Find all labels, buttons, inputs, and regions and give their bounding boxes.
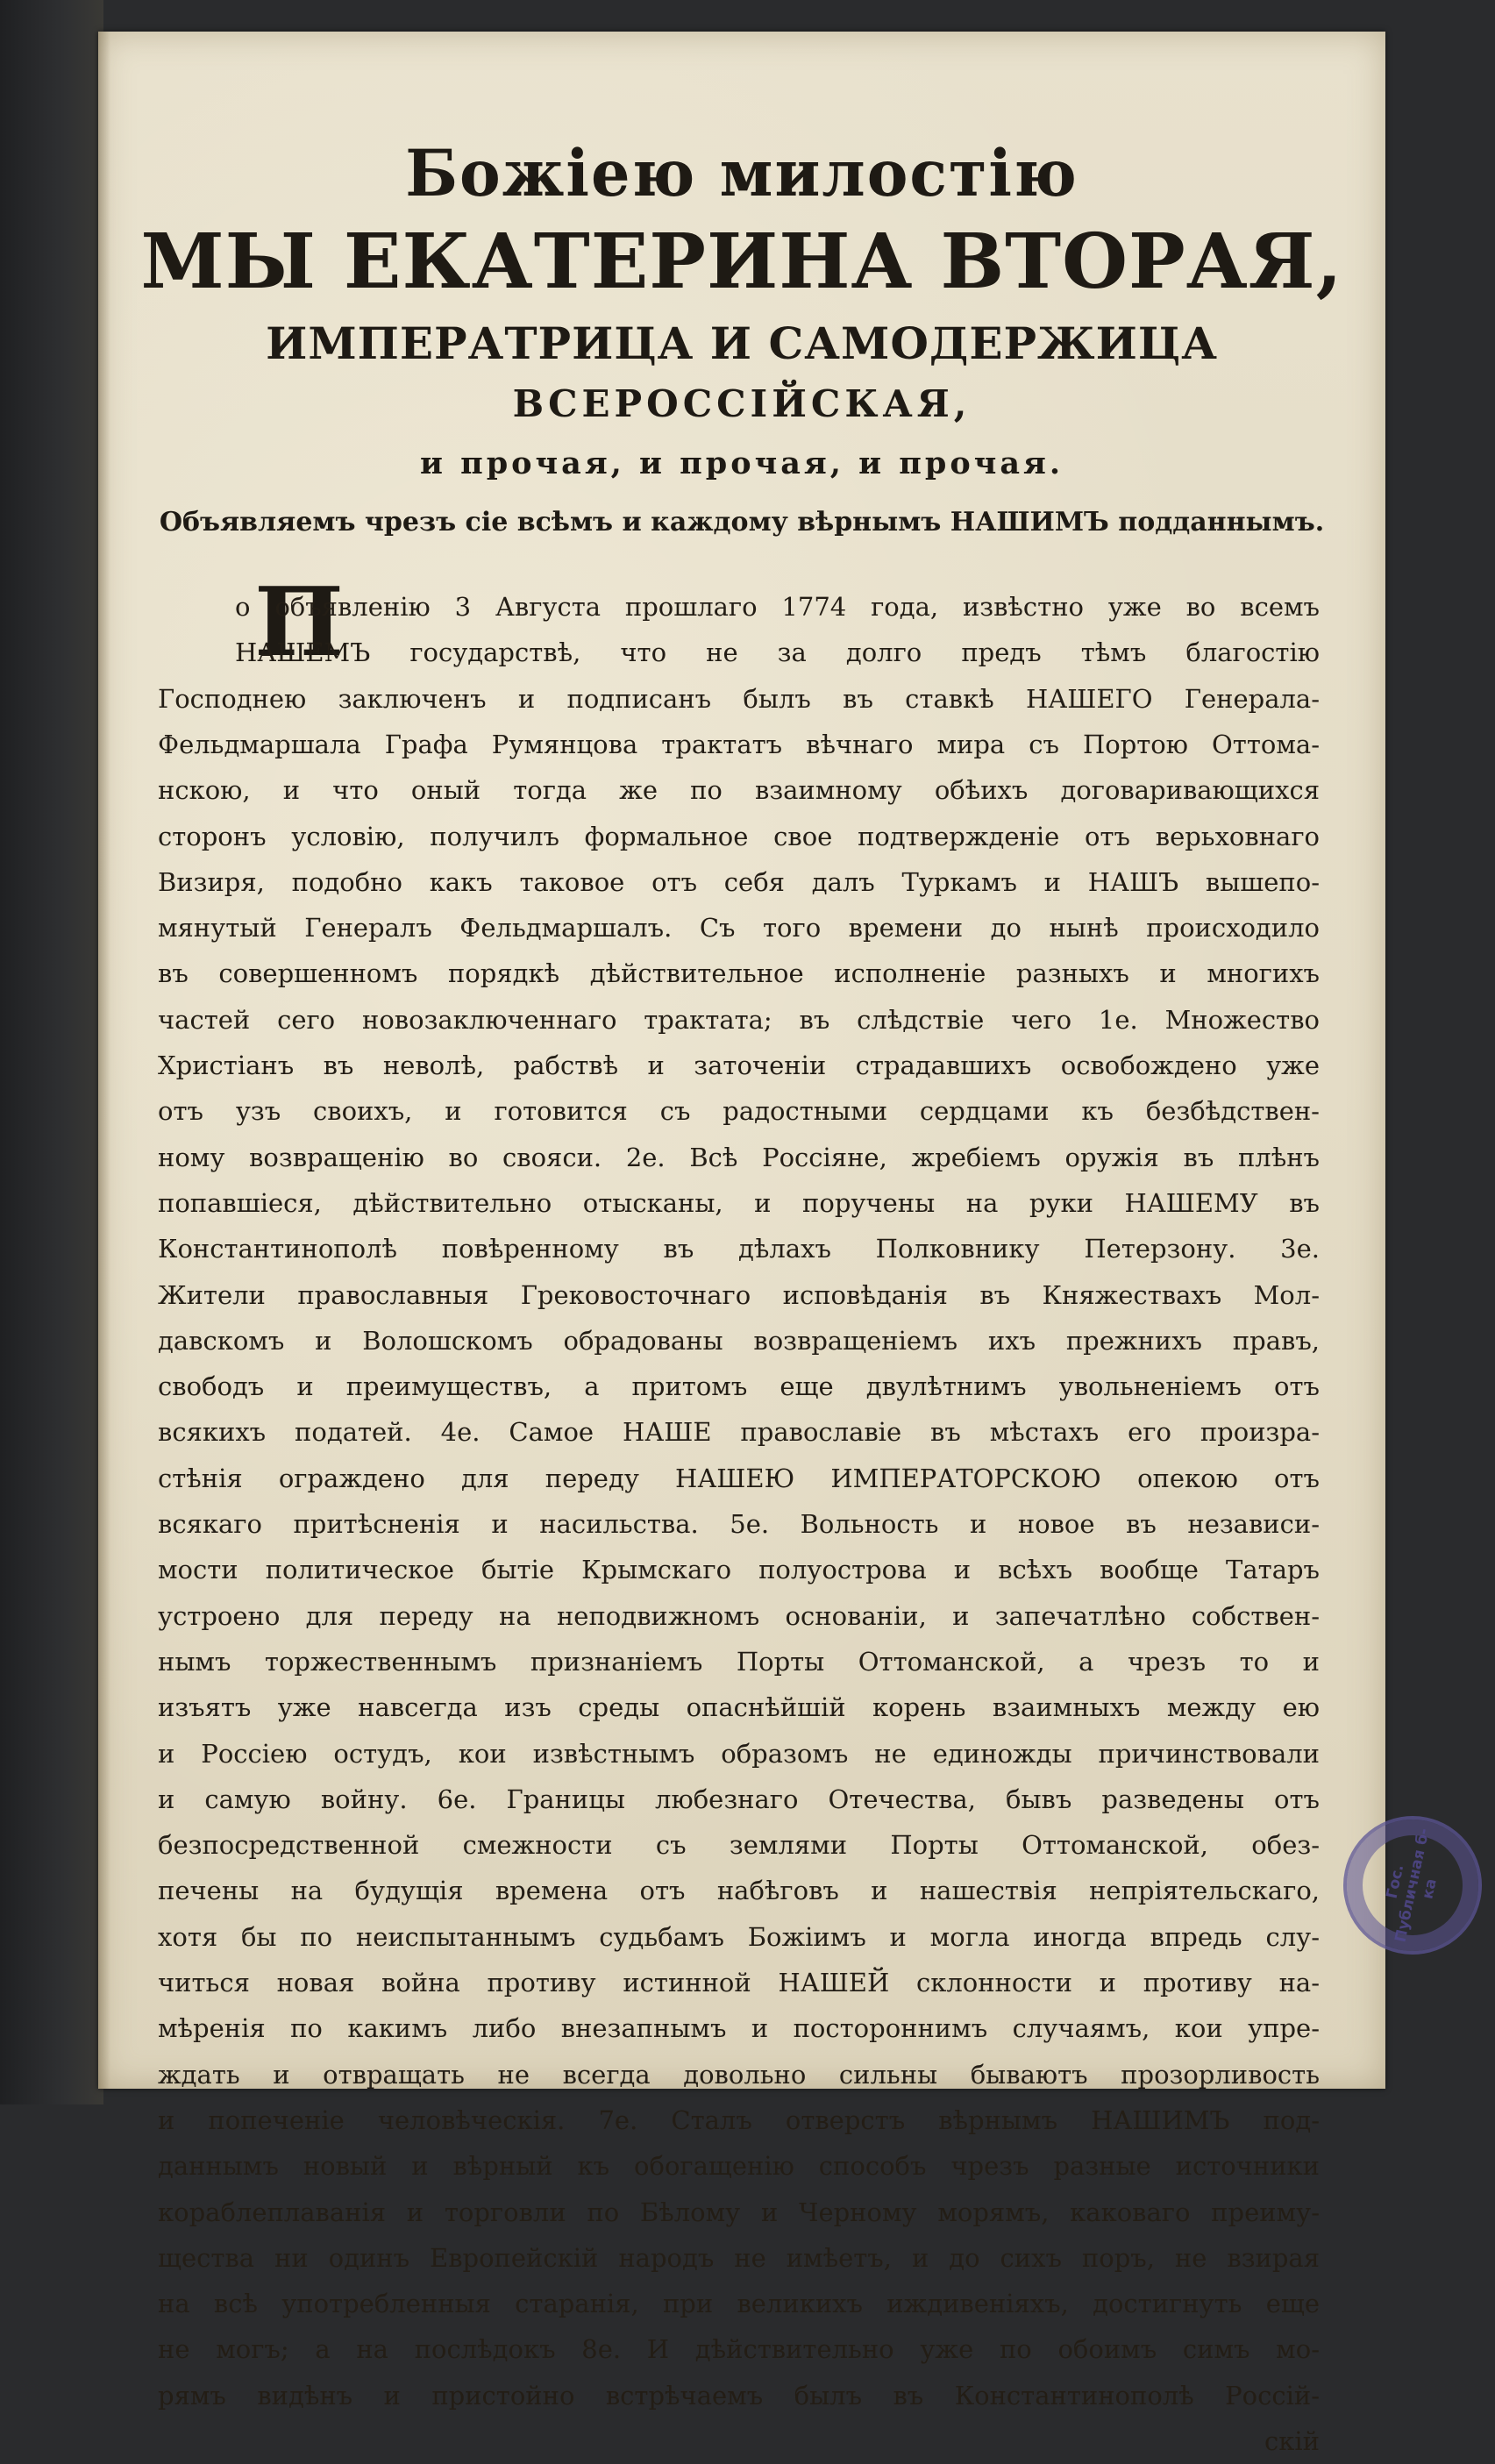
- body-line: всякихъ податей. 4е. Самое НАШЕ православіе въ мѣстахъ его произра-: [158, 1417, 1320, 1448]
- document-page: [98, 32, 1441, 2456]
- body-line: Жители православныя Грековосточнаго исповѣданія въ Княжествахъ Мол-: [158, 1279, 1320, 1310]
- heading-realm: ВСЕРОССІЙСКАЯ,: [512, 382, 972, 425]
- catchword: скій: [1264, 2426, 1320, 2456]
- body-line: отъ узъ своихъ, и готовится съ радостными сердцами къ безбѣдствен-: [158, 1096, 1320, 1127]
- body-line: даннымъ новый и вѣрный къ обогащенію способъ чрезъ разные источники: [158, 2151, 1320, 2182]
- library-stamp: [1330, 1803, 1494, 1967]
- body-line: свободъ и преимуществъ, а притомъ еще двулѣтнимъ увольненіемъ отъ: [158, 1371, 1320, 1402]
- heading-title: ИМПЕРАТРИЦА И САМОДЕРЖИЦА: [266, 317, 1218, 369]
- body-line: и Россіею остудъ, кои извѣстнымъ образомъ не единожды причинствовали: [158, 1738, 1320, 1769]
- heading-announcement: Объявляемъ чрезъ сіе всѣмъ и каждому вѣрнымъ НАШИМЪ подданнымъ.: [159, 507, 1325, 538]
- body-line: сторонъ условію, получилъ формальное свое подтвержденіе отъ верьховнаго: [158, 821, 1320, 851]
- body-line: ждать и отвращать не всегда довольно сильны бываютъ прозорливость: [158, 2059, 1320, 2090]
- body-line: НАШЕМЪ государствѣ, что не за долго предъ тѣмъ благостію: [235, 637, 1320, 668]
- body-line: стѣнія ограждено для переду НАШЕЮ ИМПЕРАТОРСКОЮ опекою отъ: [158, 1463, 1320, 1493]
- body-line: кораблеплаванія и торговли по Бѣлому и Черному морямъ, каковаго преиму-: [158, 2197, 1320, 2227]
- body-line: частей сего новозаключеннаго трактата; въ слѣдствіе чего 1е. Множество: [158, 1004, 1320, 1035]
- body-line: Константинополѣ повѣренному въ дѣлахъ Полковнику Петерзону. 3е.: [158, 1234, 1320, 1264]
- body-line: рямъ видѣнъ и пристойно встрѣчаемъ былъ въ Константинополѣ Россій-: [158, 2380, 1320, 2411]
- body-line: нымъ торжественнымъ признаніемъ Порты Оттоманской, а чрезъ то и: [158, 1646, 1320, 1677]
- body-line: нскою, и что оный тогда же по взаимному обѣихъ договаривающихся: [158, 775, 1320, 806]
- body-line: Визиря, подобно какъ таковое отъ себя далъ Туркамъ и НАШЪ вышепо-: [158, 866, 1320, 897]
- body-line: Христіанъ въ неволѣ, рабствѣ и заточеніи страдавшихъ освобождено уже: [158, 1050, 1320, 1080]
- body-line: изъятъ уже навсегда изъ среды опаснѣйшій корень взаимныхъ между ею: [158, 1692, 1320, 1723]
- body-line: щества ни одинъ Европейскій народъ не имѣетъ, и до сихъ поръ, не взирая: [158, 2242, 1320, 2273]
- body-line: о объявленію 3 Августа прошлаго 1774 года, извѣстно уже во всемъ: [235, 592, 1320, 622]
- body-line: не могъ; а на послѣдокъ 8е. И дѣйствительно уже по обоимъ симъ мо-: [158, 2334, 1320, 2365]
- body-line: печены на будущія времена отъ набѣговъ и нашествія непріятельскаго,: [158, 1876, 1320, 1906]
- body-line: на всѣ употребленныя старанія, при великихъ иждивеніяхъ, достигнуть еще: [158, 2289, 1320, 2319]
- body-line: ному возвращенію во свояси. 2е. Всѣ Россіяне, жребіемъ оружія въ плѣнъ: [158, 1142, 1320, 1172]
- body-line: давскомъ и Волошскомъ обрадованы возвращеніемъ ихъ прежнихъ правъ,: [158, 1325, 1320, 1356]
- body-line: всякаго притѣсненія и насильства. 5е. Вольность и новое въ независи-: [158, 1509, 1320, 1539]
- drop-cap: П: [254, 567, 344, 678]
- body-line: попавшіеся, дѣйствительно отысканы, и поручены на руки НАШЕМУ въ: [158, 1187, 1320, 1218]
- body-line: Господнею заключенъ и подписанъ былъ въ ставкѣ НАШЕГО Генерала-: [158, 683, 1320, 714]
- body-line: мянутый Генералъ Фельдмаршалъ. Съ того времени до нынѣ происходило: [158, 913, 1320, 944]
- body-line: и самую войну. 6е. Границы любезнаго Отечества, бывъ разведены отъ: [158, 1784, 1320, 1814]
- body-line: безпосредственной смежности съ землями Порты Оттоманской, обез-: [158, 1830, 1320, 1861]
- heading-sovereign-name: МЫ ЕКАТЕРИНА ВТОРАЯ,: [140, 217, 1343, 306]
- body-line: хотя бы по неиспытаннымъ судьбамъ Божіимъ и могла иногда впредь слу-: [158, 1921, 1320, 1952]
- heading-invocation: Божіею милостію: [405, 134, 1079, 212]
- heading-etcetera: и прочая, и прочая, и прочая.: [419, 445, 1064, 481]
- body-line: и попеченіе человѣческія. 7е. Сталъ отверстъ вѣрнымъ НАШИМЪ под-: [158, 2104, 1320, 2135]
- body-line: мѣренія по какимъ либо внезапнымъ и постороннимъ случаямъ, кои упре-: [158, 2013, 1320, 2044]
- body-line: читься новая война противу истинной НАШЕЙ склонности и противу на-: [158, 1968, 1320, 1998]
- body-line: въ совершенномъ порядкѣ дѣйствительное исполненіе разныхъ и многихъ: [158, 958, 1320, 989]
- body-line: устроено для переду на неподвижномъ основаніи, и запечатлѣно собствен-: [158, 1600, 1320, 1631]
- body-line: мости политическое бытіе Крымскаго полуострова и всѣхъ вообще Татаръ: [158, 1555, 1320, 1585]
- adjacent-page-edge: [0, 0, 103, 2104]
- stamp-text: Гос. Публичная б-ка: [1383, 1827, 1441, 1944]
- body-line: Фельдмаршала Графа Румянцова трактатъ вѣчнаго мира съ Портою Оттома-: [158, 729, 1320, 759]
